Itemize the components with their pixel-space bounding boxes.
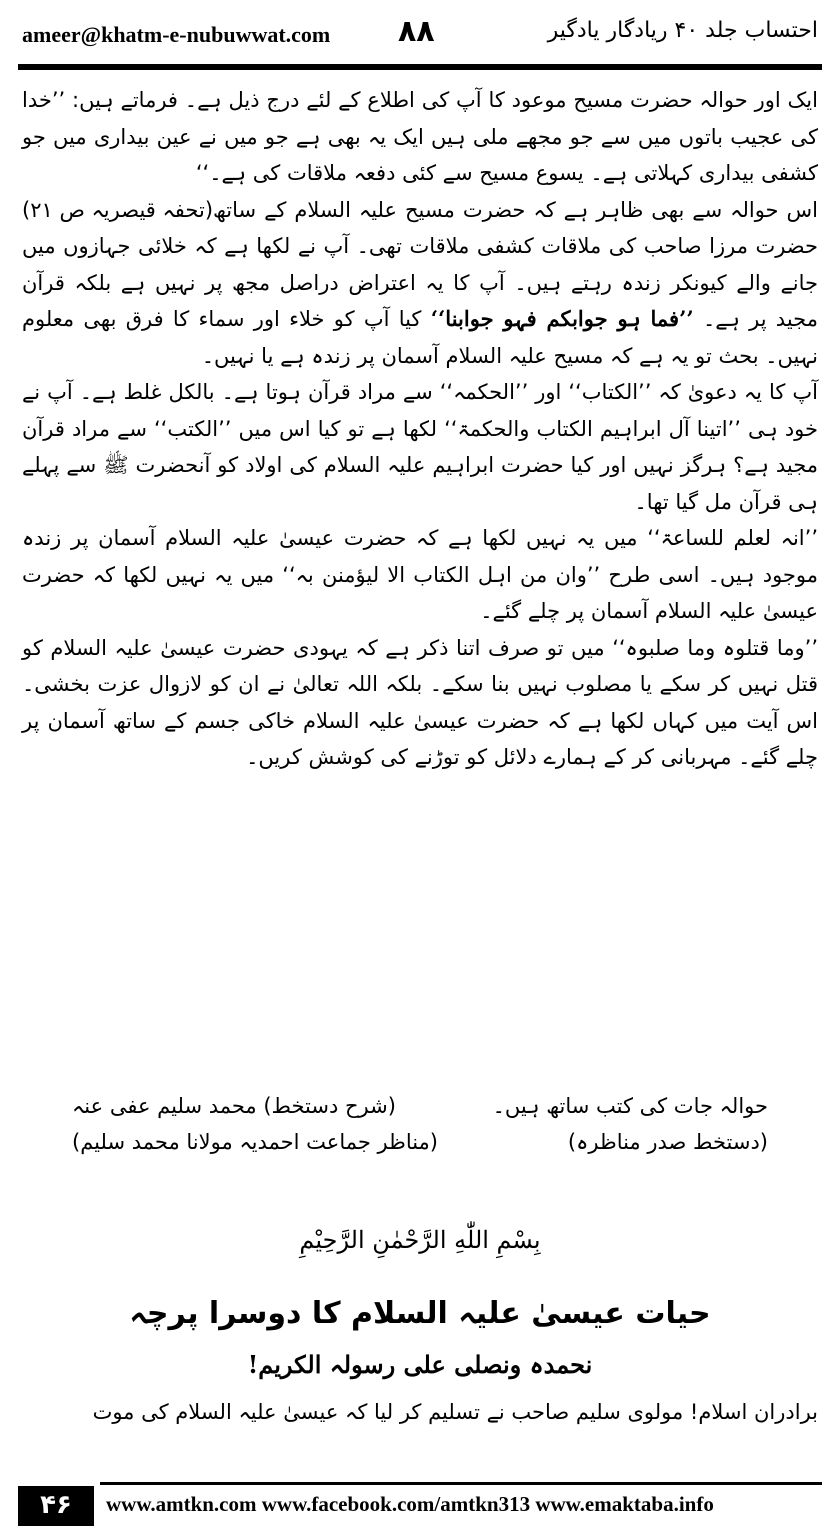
header-page-number: ۸۸ xyxy=(398,14,435,49)
signature-block xyxy=(22,1088,818,1160)
header-rule xyxy=(18,64,822,70)
section-heading: حیات عیسیٰ علیہ السلام کا دوسرا پرچہ xyxy=(129,1296,711,1331)
header-title: احتساب جلد ۴۰ ریادگار یادگیر xyxy=(547,18,818,43)
header-email[interactable]: ameer@khatm-e-nubuwwat.com xyxy=(22,22,331,47)
signature-row-2 xyxy=(22,1124,818,1160)
citation: (تحفہ قیصریہ ص ۲۱) xyxy=(22,197,214,222)
paragraph-2-tail: کیا آپ کو خلاء اور سماء کا فرق بھی معلوم نہیں۔ بحث تو یہ ہے کہ مسیح علیہ السلام آسمان پر زندہ ہے یا نہیں۔ xyxy=(22,307,818,368)
footer-rule xyxy=(100,1482,822,1485)
paragraph-5: ’’وما قتلوہ وما صلبوہ‘‘ میں تو صرف اتنا ذکر ہے کہ یہودی حضرت عیسیٰ علیہ السلام کو قتل نہیں کر سکے یا مصلوب نہیں بنا سکے۔ بلکہ اللہ تعالیٰ نے ان کو لازوال عزت بخشی۔ اس آیت میں کہاں لکھا ہے کہ حضرت عیسیٰ علیہ السلام خاکی جسم کے ساتھ آسمان پر چلے گئے۔ مہربانی کر کے ہمارے دلائل کو توڑنے کی کوشش کریں۔ xyxy=(22,635,818,769)
paragraph-2-text: اس حوالہ سے بھی ظاہر ہے کہ حضرت مسیح علیہ السلام کے ساتھ حضرت مرزا صاحب کی ملاقات کشفی ملاقات تھی۔ آپ نے لکھا ہے کہ خلائی جہازوں میں جانے والے کیونکر زندہ رہتے ہیں۔ آپ کا یہ اعتراض دراصل مجھ پر نہیں ہے بلکہ قرآن مجید پر ہے۔ xyxy=(22,197,818,331)
paragraph-1 xyxy=(22,82,818,222)
signature-right-2: (دستخط صدر مناظرہ) xyxy=(567,1130,768,1154)
signature-left-2: (مناظر جماعت احمدیہ مولانا محمد سلیم) xyxy=(72,1130,438,1154)
signature-row-1 xyxy=(22,1088,818,1124)
paragraph-1-text: ایک اور حوالہ حضرت مسیح موعود کا آپ کی اطلاع کے لئے درج ذیل ہے۔ فرماتے ہیں: ’’خدا کی عجیب باتوں میں سے جو مجھے ملی ہیں ایک یہ بھی ہے جو میں نے عین بیداری میں جو کشفی بیداری کہلاتی ہے۔ یسوع مسیح سے کئی دفعہ ملاقات کی ہے۔‘‘ xyxy=(22,88,818,185)
arabic-quote: ’’فما ہو جوابکم فہو جوابنا‘‘ xyxy=(430,306,694,331)
signature-right-1: حوالہ جات کی کتب ساتھ ہیں۔ xyxy=(492,1094,768,1118)
signature-left-1: (شرح دستخط) محمد سلیم عفی عنہ xyxy=(72,1094,396,1118)
paragraph-3: آپ کا یہ دعویٰ کہ ’’الکتاب‘‘ اور ’’الحکمہ‘‘ سے مراد قرآن ہوتا ہے۔ بالکل غلط ہے۔ آپ نے خود ہی ’’اتینا آل ابراہیم الکتاب والحکمۃ‘‘ لکھا ہے تو کیا اس میں ’’الکتب‘‘ سے مراد قرآن مجید ہے؟ ہرگز نہیں اور کیا حضرت ابراہیم علیہ السلام کی اولاد کو آنحضرت ﷺ سے پہلے ہی قرآن مل گیا تھا۔ xyxy=(22,380,818,514)
main-text xyxy=(22,82,818,776)
footer-page-number: ۴۶ xyxy=(18,1486,94,1526)
section-subheading: نحمدہ ونصلی علی رسولہ الکریم! xyxy=(247,1350,593,1379)
closing-line: برادران اسلام! مولوی سلیم صاحب نے تسلیم کر لیا کہ عیسیٰ علیہ السلام کی موت xyxy=(92,1400,818,1424)
paragraph-4: ’’انہ لعلم للساعۃ‘‘ میں یہ نہیں لکھا ہے کہ حضرت عیسیٰ علیہ السلام آسمان پر زندہ موجود ہیں۔ اسی طرح ’’وان من اہل الکتاب الا لیؤمنن بہ‘‘ میں یہ نہیں لکھا کہ حضرت عیسیٰ علیہ السلام آسمان پر چلے گئے۔ xyxy=(22,526,818,623)
footer-links[interactable]: www.amtkn.com www.facebook.com/amtkn313 www.emaktaba.info xyxy=(106,1492,714,1516)
bismillah-calligraphy: بِسْمِ اللّٰهِ الرَّحْمٰنِ الرَّحِيْمِ xyxy=(299,1226,541,1254)
